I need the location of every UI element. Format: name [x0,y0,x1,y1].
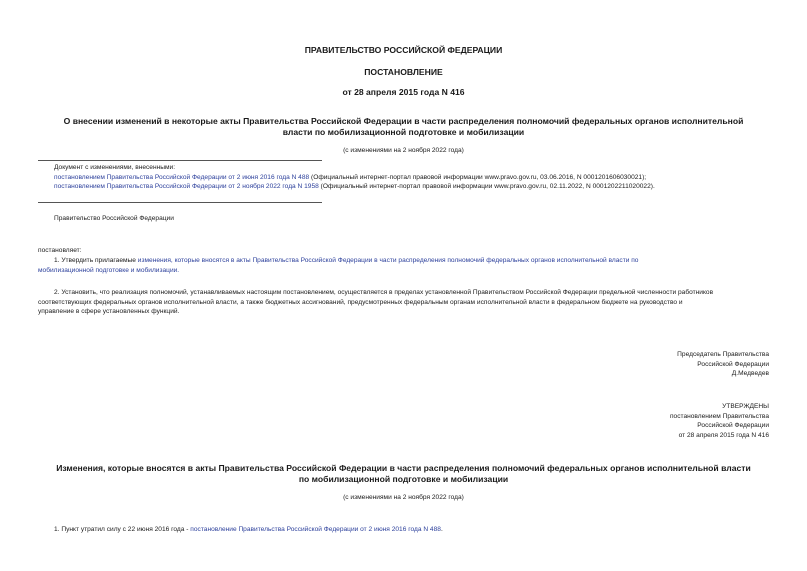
signature-country: Российской Федерации [697,360,769,368]
amendment-item-2 [54,182,794,192]
divider-top [38,160,322,161]
changes-item-1 [54,525,443,535]
changes-item-1-end: . [440,526,443,533]
signature-position: Председатель Правительства [677,351,769,358]
changes-item-1-text: 1. Пункт утратил силу с 22 июня 2016 года - [54,526,191,533]
changes-item-1-link[interactable]: постановление Правительства Российской Федерации от 2 июня 2016 года N 488 [190,526,441,533]
issuer: Правительство Российской Федерации [54,215,174,222]
approved-label: УТВЕРЖДЕНЫ [722,403,769,410]
divider-bottom [38,202,322,203]
amendment-source-2: (Официальный интернет-портал правовой информации www.pravo.gov.ru, 02.11.2022, N 0001202211020022). [318,183,655,190]
government-name: ПРАВИТЕЛЬСТВО РОССИЙСКОЙ ФЕДЕРАЦИИ [304,45,503,55]
amendment-link-488[interactable]: постановлением Правительства Российской Федерации от 2 июня 2016 года N 488 [54,173,310,181]
changes-title-line1: Изменения, которые вносятся в акты Правительства Российской Федерации в части распределения полномочий федеральных органов исполнительной власти [56,463,751,473]
changes-edition-note: (с изменениями на 2 ноября 2022 года) [343,494,464,501]
approved-block [670,402,769,440]
decrees-word: постановляет: [38,247,82,254]
paragraph-2 [38,288,768,317]
amendments-intro: Документ с изменениями, внесенными: [54,164,176,171]
amendment-item-1 [54,173,794,183]
changes-link[interactable]: изменения [137,257,171,264]
document-date-number: от 28 апреля 2015 года N 416 [342,87,465,97]
document-title-line1: О внесении изменений в некоторые акты Правительства Российской Федерации в части распределения полномочий федеральных органов исполнительной [63,116,744,126]
approved-country: Российской Федерации [697,422,769,429]
edition-note: (с изменениями на 2 ноября 2022 года) [343,147,464,154]
signature-block [677,350,769,379]
changes-title-line2: по мобилизационной подготовке и мобилизации [298,474,509,484]
paragraph-2-line1: 2. Установить, что реализация полномочий, устанавливаемых настоящим постановлением, осуществляется в пределах установленной Правительством Российской Федерации предельной численности работников [54,289,714,296]
paragraph-1-line1 [38,256,768,266]
document-type: ПОСТАНОВЛЕНИЕ [364,67,443,77]
paragraph-2-line2: соответствующих федеральных органов исполнительной власти, а также бюджетных ассигнований, предусмотренных федеральным органам исполнительной власти в федеральном бюджете на руководство и [38,298,683,306]
paragraph-2-line3: управление в сфере установленных функций. [38,308,180,315]
amendment-link-1958[interactable]: постановлением Правительства Российской Федерации от 2 ноября 2022 года N 1958 [54,183,319,190]
signature-name: Д.Медведев [731,370,769,377]
paragraph-1-line2: мобилизационной подготовке и мобилизации. [38,266,180,274]
amendment-source-1: (Официальный интернет-портал правовой информации www.pravo.gov.ru, 03.06.2016, N 0001201606030021); [309,173,647,181]
document-title-line2: власти по мобилизационной подготовке и мобилизации [282,127,525,137]
p1-text-b: , которые вносятся в акты Правительства Российской Федерации в части распределения полномочий федеральных органов исполнительной власти по [170,257,639,264]
approved-by: постановлением Правительства [669,412,769,420]
paragraph-1 [38,256,768,275]
approved-date: от 28 апреля 2015 года N 416 [678,431,769,439]
p1-text-a: 1. Утвердить прилагаемые [54,257,138,264]
amendments-block [54,163,794,192]
